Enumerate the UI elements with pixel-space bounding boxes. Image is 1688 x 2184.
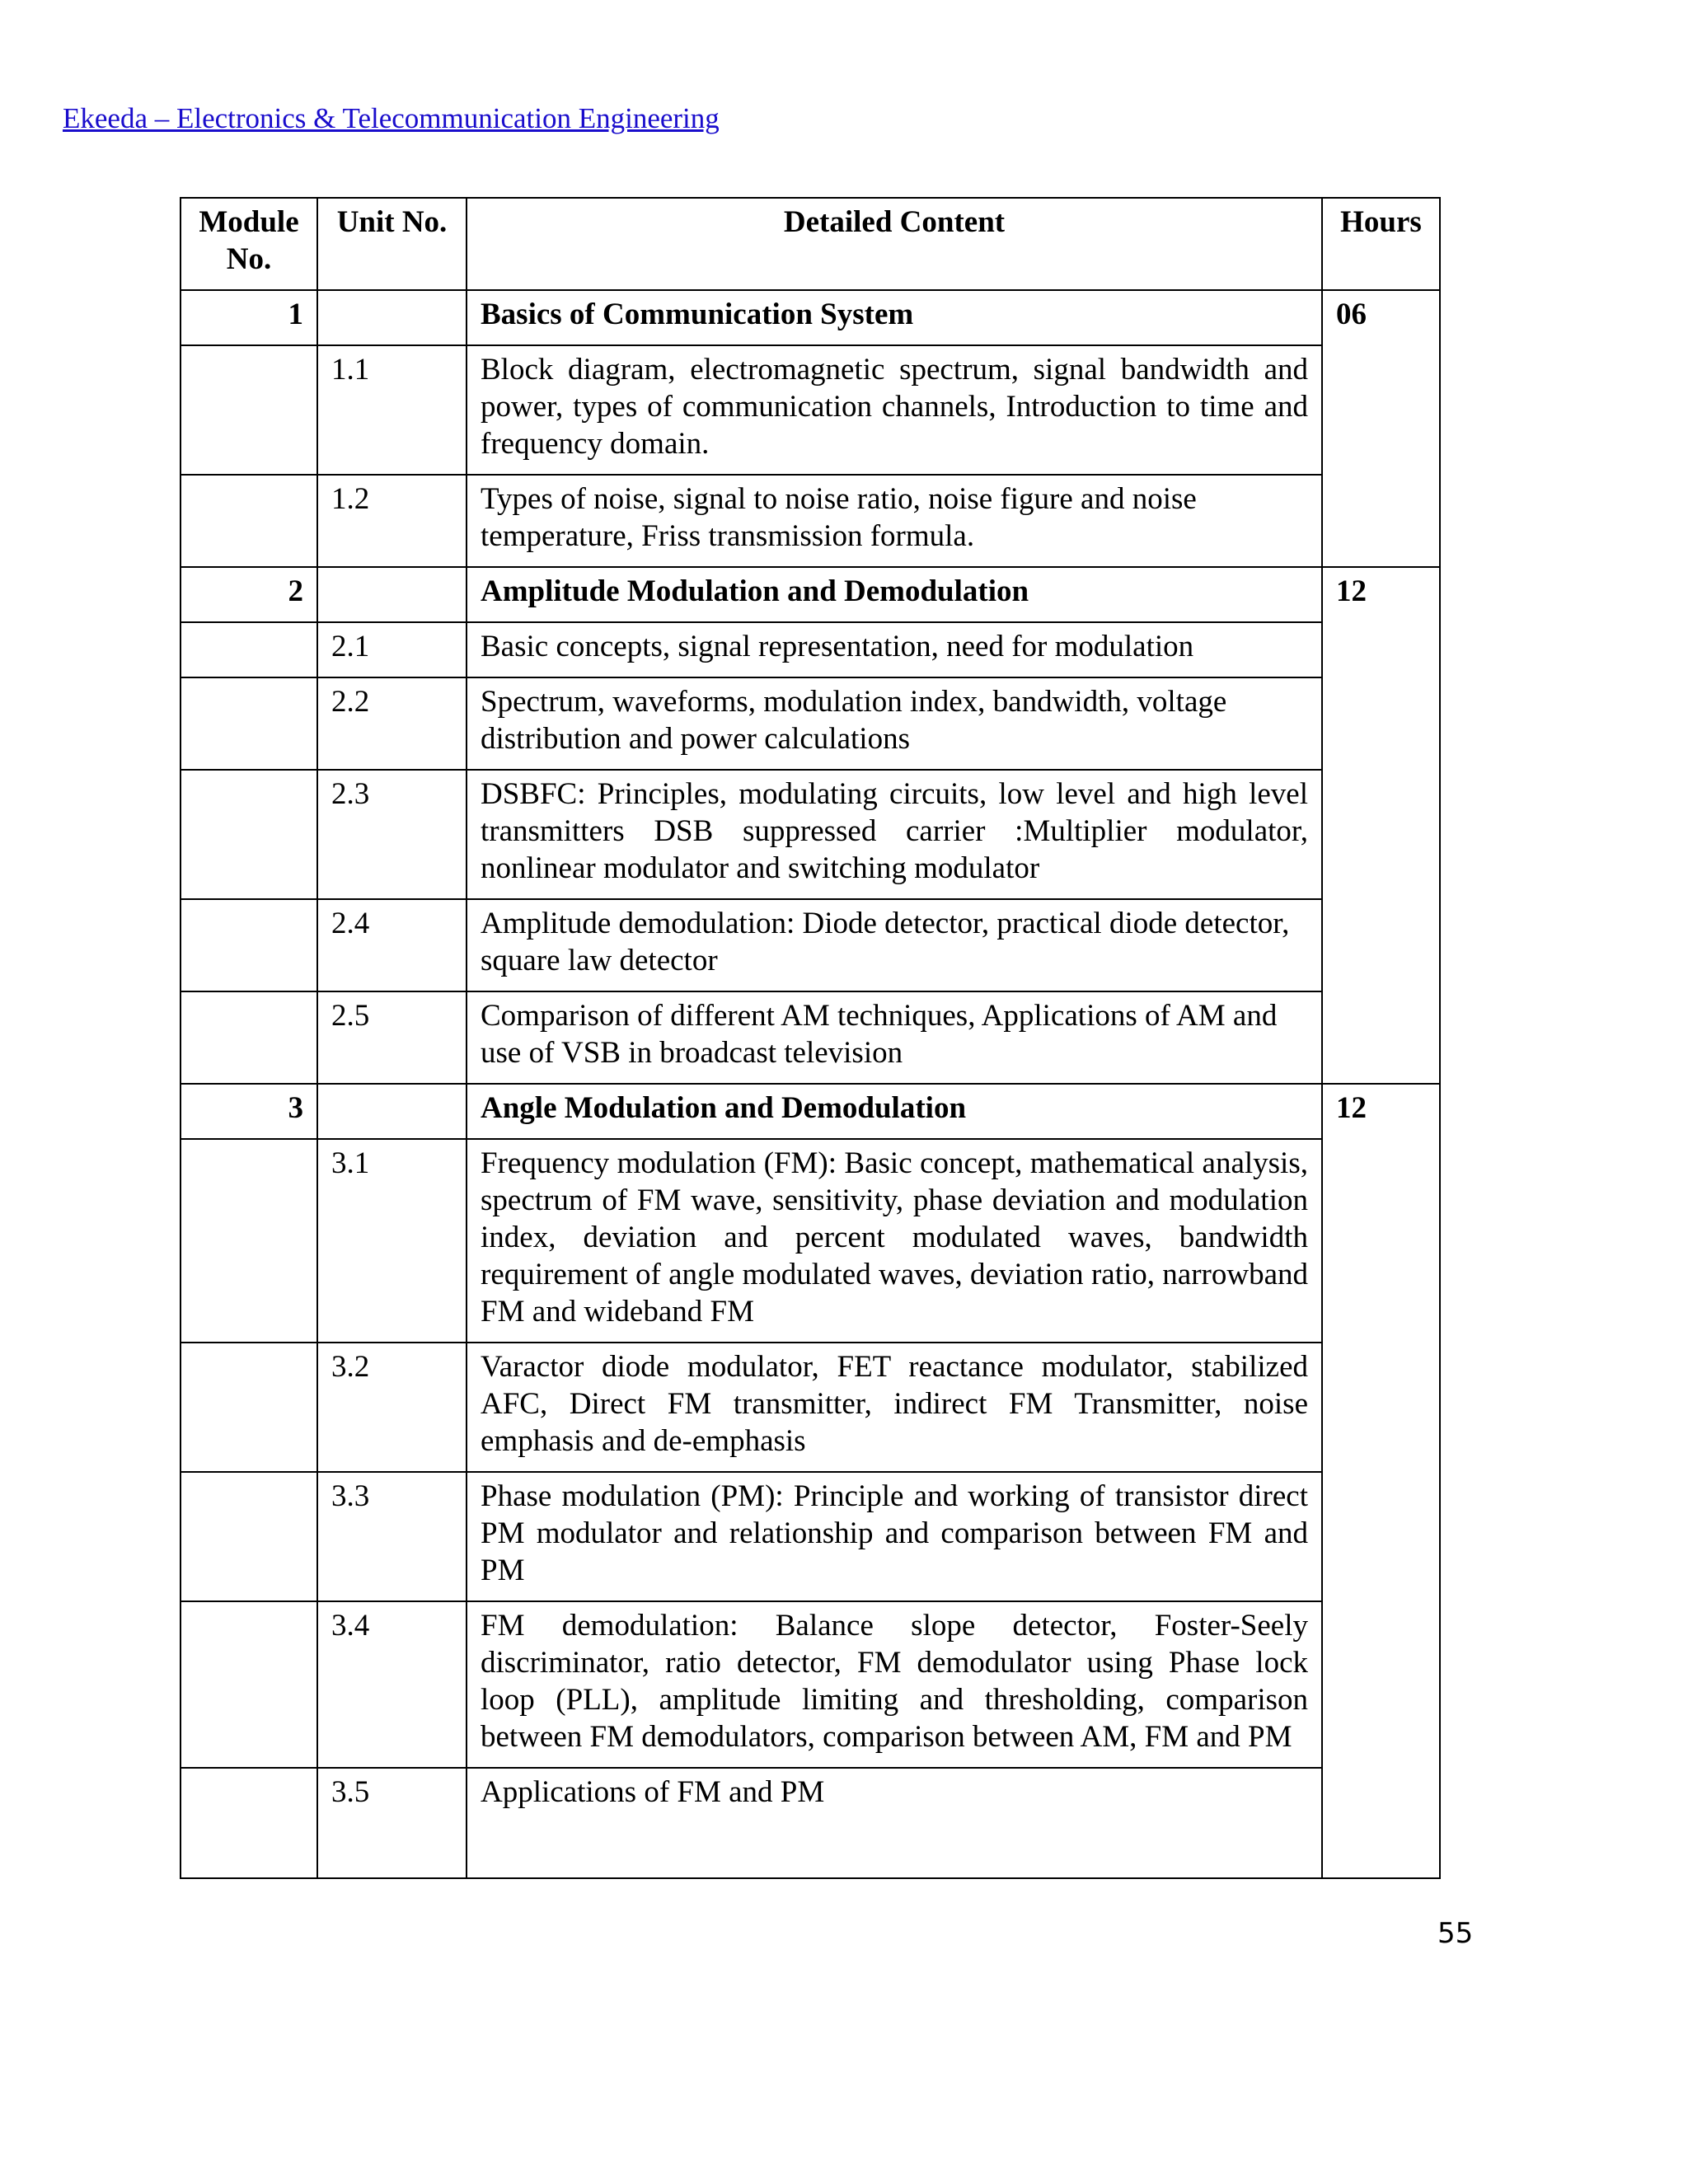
column-header-hours: Hours (1322, 198, 1440, 290)
unit-content: Varactor diode modulator, FET reactance modulator, stabilized AFC, Direct FM transmitter, indirect FM Transmitter, noise emphasis and de-emphasis (467, 1343, 1322, 1472)
table-header-row (181, 198, 1440, 290)
unit-content: Phase modulation (PM): Principle and working of transistor direct PM modulator and relationship and comparison between FM and PM (467, 1472, 1322, 1601)
unit-content: Types of noise, signal to noise ratio, noise figure and noise temperature, Friss transmission formula. (467, 475, 1322, 567)
unit-number: 2.3 (317, 770, 467, 899)
unit-row (181, 991, 1440, 1084)
module-number (181, 1472, 317, 1601)
module-number: 3 (181, 1084, 317, 1139)
module-number (181, 677, 317, 770)
unit-row (181, 345, 1440, 475)
unit-number: 2.4 (317, 899, 467, 991)
module-number: 2 (181, 567, 317, 622)
module-hours: 12 (1322, 567, 1440, 1084)
unit-number: 1.2 (317, 475, 467, 567)
unit-content: DSBFC: Principles, modulating circuits, low level and high level transmitters DSB suppressed carrier :Multiplier modulator, nonlinear modulator and switching modulator (467, 770, 1322, 899)
module-row (181, 567, 1440, 622)
unit-row (181, 475, 1440, 567)
unit-content: Block diagram, electromagnetic spectrum, signal bandwidth and power, types of communication channels, Introduction to time and frequency domain. (467, 345, 1322, 475)
unit-row (181, 622, 1440, 677)
unit-row (181, 1343, 1440, 1472)
unit-number: 2.5 (317, 991, 467, 1084)
unit-number (317, 290, 467, 345)
module-title: Angle Modulation and Demodulation (467, 1084, 1322, 1139)
unit-number: 3.2 (317, 1343, 467, 1472)
column-header-unit-no: Unit No. (317, 198, 467, 290)
unit-number: 2.1 (317, 622, 467, 677)
module-number (181, 1768, 317, 1878)
unit-row (181, 899, 1440, 991)
unit-number: 3.4 (317, 1601, 467, 1768)
page-number: 55 (1437, 1917, 1474, 1950)
module-number (181, 991, 317, 1084)
unit-number: 1.1 (317, 345, 467, 475)
unit-content: FM demodulation: Balance slope detector, Foster-Seely discriminator, ratio detector, FM demodulator using Phase lock loop (PLL), amplitude limiting and thresholding, comparison between FM demodulators, comparison between AM, FM and PM (467, 1601, 1322, 1768)
unit-content: Frequency modulation (FM): Basic concept, mathematical analysis, spectrum of FM wave, sensitivity, phase deviation and modulation index, deviation and percent modulated waves, bandwidth requirement of angle modulated waves, deviation ratio, narrowband FM and wideband FM (467, 1139, 1322, 1343)
unit-number: 3.5 (317, 1768, 467, 1878)
module-row (181, 1084, 1440, 1139)
module-number: 1 (181, 290, 317, 345)
column-header-detailed-content: Detailed Content (467, 198, 1322, 290)
unit-number: 3.1 (317, 1139, 467, 1343)
module-number (181, 1601, 317, 1768)
unit-row (181, 1768, 1440, 1878)
module-title: Amplitude Modulation and Demodulation (467, 567, 1322, 622)
unit-content: Amplitude demodulation: Diode detector, practical diode detector, square law detector (467, 899, 1322, 991)
module-number (181, 770, 317, 899)
module-number (181, 1343, 317, 1472)
module-row (181, 290, 1440, 345)
module-number (181, 622, 317, 677)
unit-content: Applications of FM and PM (467, 1768, 1322, 1878)
unit-row (181, 1601, 1440, 1768)
unit-row (181, 1139, 1440, 1343)
module-hours: 12 (1322, 1084, 1440, 1878)
unit-content: Comparison of different AM techniques, Applications of AM and use of VSB in broadcast television (467, 991, 1322, 1084)
header-link[interactable]: Ekeeda – Electronics & Telecommunication Engineering (63, 102, 720, 134)
syllabus-table (180, 197, 1441, 1879)
unit-row (181, 677, 1440, 770)
unit-content: Basic concepts, signal representation, need for modulation (467, 622, 1322, 677)
module-number (181, 899, 317, 991)
unit-row (181, 770, 1440, 899)
module-title: Basics of Communication System (467, 290, 1322, 345)
module-hours: 06 (1322, 290, 1440, 567)
column-header-module-no: Module No. (181, 198, 317, 290)
unit-number (317, 567, 467, 622)
unit-number: 3.3 (317, 1472, 467, 1601)
module-number (181, 1139, 317, 1343)
module-number (181, 345, 317, 475)
module-number (181, 475, 317, 567)
unit-row (181, 1472, 1440, 1601)
unit-number (317, 1084, 467, 1139)
unit-number: 2.2 (317, 677, 467, 770)
unit-content: Spectrum, waveforms, modulation index, bandwidth, voltage distribution and power calculations (467, 677, 1322, 770)
